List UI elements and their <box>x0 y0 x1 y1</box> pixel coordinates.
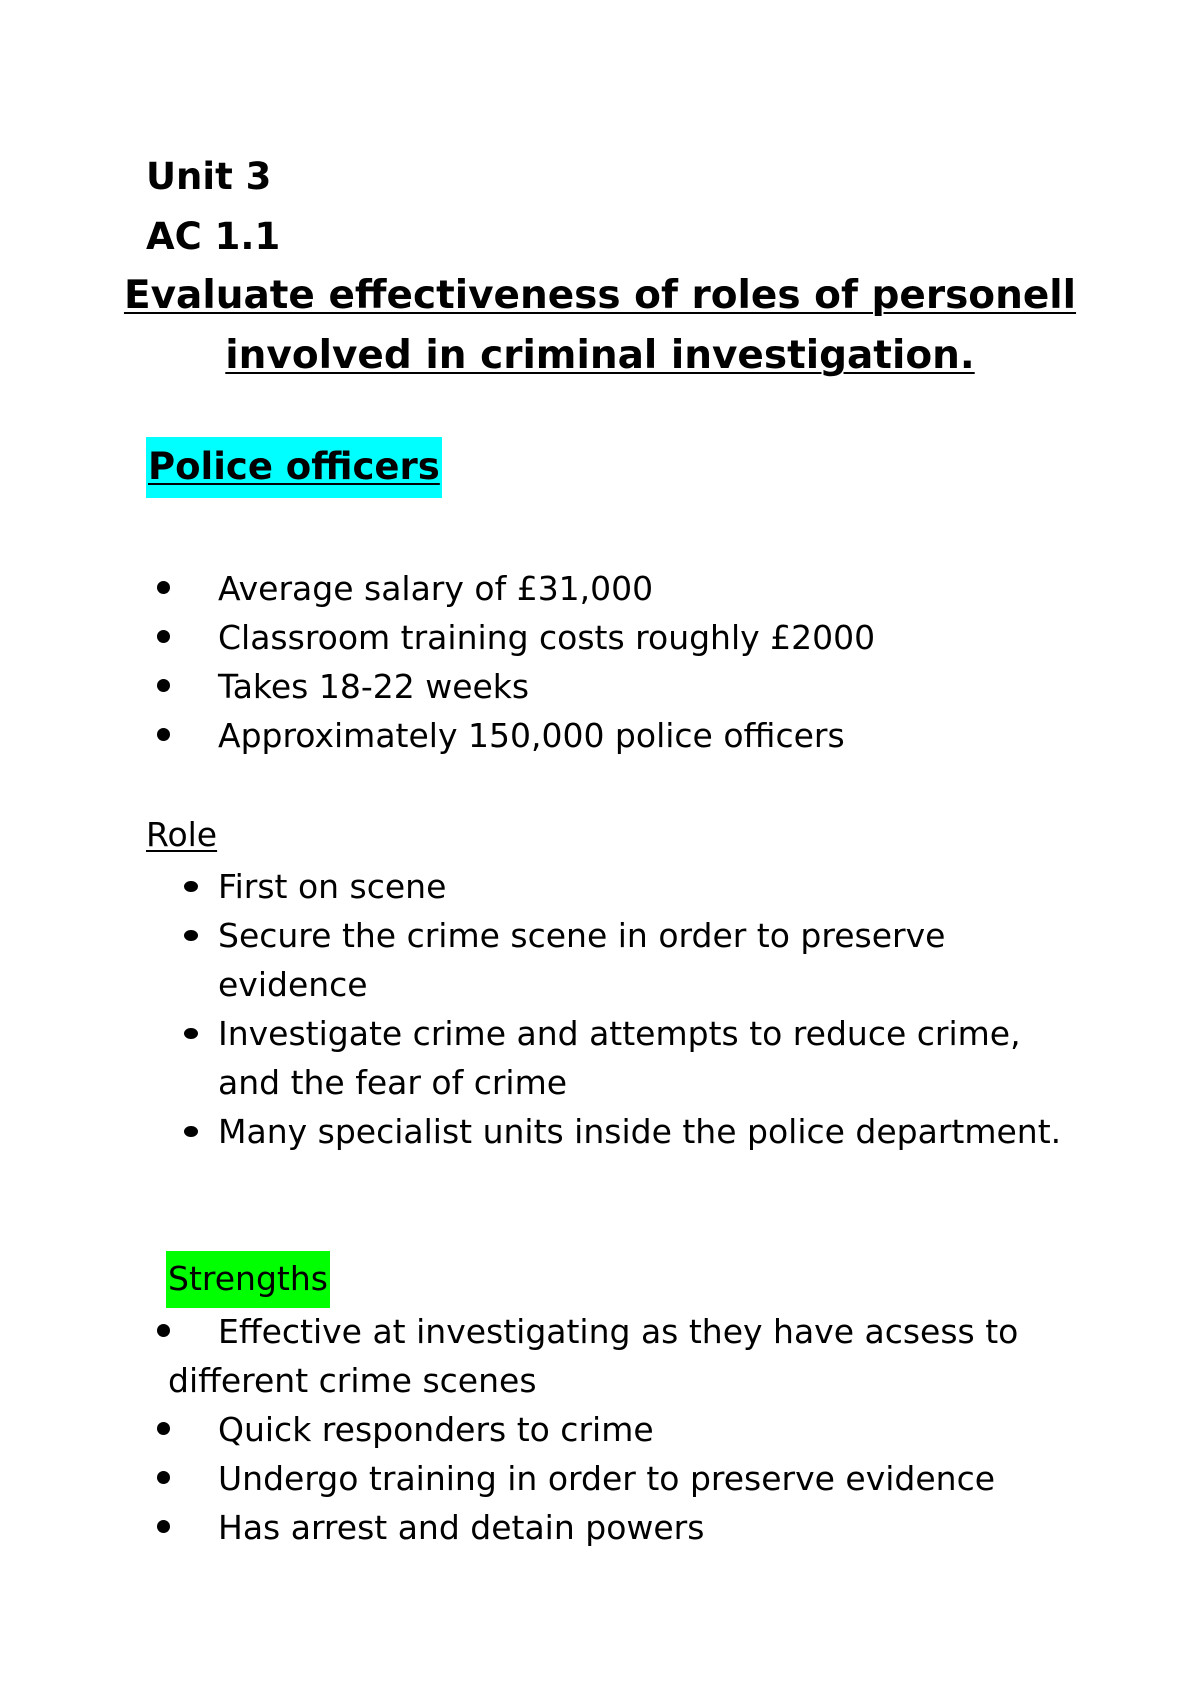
strengths-heading <box>166 1259 330 1298</box>
list-item-continuation: and the fear of crime <box>218 1063 568 1102</box>
list-item-continuation: evidence <box>218 965 368 1004</box>
list-item: Many specialist units inside the police department. <box>218 1112 1062 1151</box>
bullet-icon <box>157 1324 170 1337</box>
bullet-icon <box>184 1028 198 1039</box>
bullet-icon <box>157 581 170 594</box>
role-heading: Role <box>146 815 218 854</box>
list-item-continuation: different crime scenes <box>168 1361 537 1400</box>
bullet-icon <box>157 679 170 692</box>
list-item: Average salary of £31,000 <box>218 569 654 608</box>
bullet-icon <box>184 1126 198 1137</box>
section-heading-police-officers <box>146 445 442 488</box>
ac-label: AC 1.1 <box>146 215 281 258</box>
bullet-icon <box>157 1520 170 1533</box>
bullet-icon <box>157 1471 170 1484</box>
list-item: Secure the crime scene in order to preserve <box>218 916 946 955</box>
bullet-icon <box>184 930 198 941</box>
bullet-icon <box>157 1422 170 1435</box>
unit-label: Unit 3 <box>146 155 272 198</box>
list-item: Investigate crime and attempts to reduce crime, <box>218 1014 1021 1053</box>
section-heading-text: Police officers <box>146 437 442 498</box>
list-item: Has arrest and detain powers <box>218 1508 705 1547</box>
bullet-icon <box>157 630 170 643</box>
list-item: First on scene <box>218 867 447 906</box>
list-item: Takes 18-22 weeks <box>218 667 530 706</box>
strengths-heading-text: Strengths <box>166 1251 330 1308</box>
list-item: Effective at investigating as they have acsess to <box>218 1312 1019 1351</box>
list-item: Undergo training in order to preserve evidence <box>218 1459 996 1498</box>
bullet-icon <box>184 881 198 892</box>
list-item: Approximately 150,000 police officers <box>218 716 845 755</box>
bullet-icon <box>157 728 170 741</box>
page-title-line-1: Evaluate effectiveness of roles of personell <box>123 273 1077 318</box>
list-item: Classroom training costs roughly £2000 <box>218 618 876 657</box>
list-item: Quick responders to crime <box>218 1410 654 1449</box>
page-title-line-2: involved in criminal investigation. <box>225 333 975 378</box>
